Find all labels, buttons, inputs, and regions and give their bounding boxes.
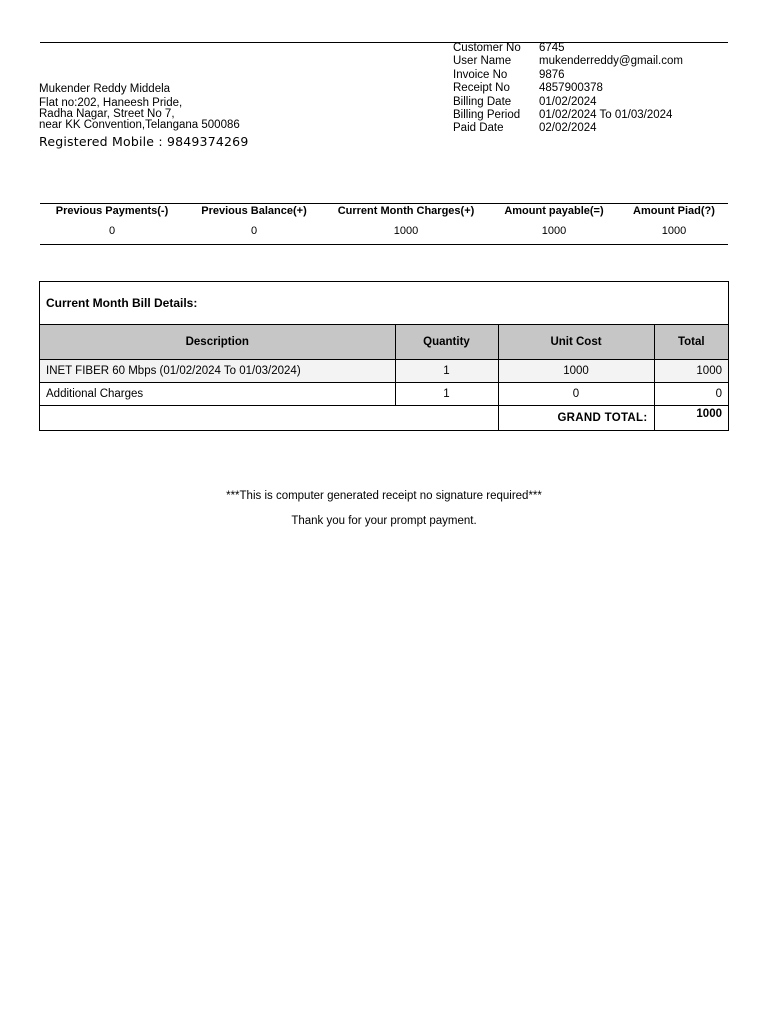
info-value: mukenderreddy@gmail.com	[539, 55, 683, 68]
account-info	[453, 42, 729, 136]
item-total: 0	[654, 383, 728, 406]
info-row-customer-no	[453, 42, 729, 55]
info-value: 4857900378	[539, 82, 603, 95]
info-label: Paid Date	[453, 122, 504, 135]
bill-details-table	[40, 324, 728, 430]
item-description: Additional Charges	[40, 383, 395, 406]
item-total: 1000	[654, 360, 728, 383]
info-row-paid-date	[453, 122, 729, 135]
summary-previous-payments-value: 0	[40, 218, 184, 245]
bill-details-caption: Current Month Bill Details:	[46, 296, 198, 310]
computer-generated-note: ***This is computer generated receipt no signature required***	[226, 490, 542, 502]
summary-previous-balance-value: 0	[184, 218, 324, 245]
grand-total-value: 1000	[654, 406, 728, 431]
summary-header-amount-payable: Amount payable(=)	[488, 204, 620, 219]
summary-amount-paid-value: 1000	[620, 218, 728, 245]
item-quantity: 1	[395, 383, 498, 406]
customer-block	[39, 82, 369, 150]
thank-you-note: Thank you for your prompt payment.	[291, 515, 477, 527]
info-row-receipt-no	[453, 82, 729, 95]
summary-header-previous-payments: Previous Payments(-)	[40, 204, 184, 219]
bill-header-total: Total	[654, 325, 728, 360]
payment-summary-table	[40, 203, 728, 245]
grand-total-spacer	[40, 406, 498, 431]
customer-name: Mukender Reddy Middela	[39, 83, 171, 95]
info-row-billing-period	[453, 109, 729, 122]
bill-header-description: Description	[40, 325, 395, 360]
bill-header-quantity: Quantity	[395, 325, 498, 360]
info-row-user-name	[453, 55, 729, 68]
info-value: 6745	[539, 42, 565, 54]
summary-header-current-month-charges: Current Month Charges(+)	[324, 204, 488, 219]
table-row	[40, 383, 728, 406]
item-unit-cost: 0	[498, 383, 654, 406]
info-label: Customer No	[453, 42, 521, 54]
summary-header-previous-balance: Previous Balance(+)	[184, 204, 324, 219]
item-unit-cost: 1000	[498, 360, 654, 383]
item-quantity: 1	[395, 360, 498, 383]
info-label: Billing Period	[453, 108, 521, 121]
info-label: Billing Date	[453, 95, 512, 108]
info-label: Invoice No	[453, 68, 508, 81]
table-row	[40, 360, 728, 383]
grand-total-label: GRAND TOTAL:	[498, 406, 654, 431]
bill-details-box	[39, 281, 729, 431]
info-row-invoice-no	[453, 69, 729, 82]
info-label: Receipt No	[453, 82, 510, 95]
bill-header-row	[40, 325, 728, 360]
info-row-billing-date	[453, 96, 729, 109]
grand-total-row	[40, 406, 728, 431]
summary-header-row	[40, 204, 728, 219]
info-value: 9876	[539, 68, 565, 81]
bill-header-unit-cost: Unit Cost	[498, 325, 654, 360]
customer-address-line-3: near KK Convention,Telangana 500086	[39, 119, 240, 131]
info-value: 01/02/2024 To 01/03/2024	[539, 108, 673, 121]
summary-header-amount-paid: Amount Piad(?)	[620, 204, 728, 219]
item-description: INET FIBER 60 Mbps (01/02/2024 To 01/03/2024)	[40, 360, 395, 383]
registered-mobile: Registered Mobile : 9849374269	[39, 134, 249, 149]
customer-address-line-1: Flat no:202, Haneesh Pride,	[39, 97, 183, 109]
info-value: 02/02/2024	[539, 122, 597, 135]
summary-amount-payable-value: 1000	[488, 218, 620, 245]
summary-value-row	[40, 218, 728, 245]
customer-address-line-2: Radha Nagar, Street No 7,	[39, 108, 175, 120]
summary-current-month-charges-value: 1000	[324, 218, 488, 245]
info-label: User Name	[453, 55, 512, 68]
info-value: 01/02/2024	[539, 95, 597, 108]
